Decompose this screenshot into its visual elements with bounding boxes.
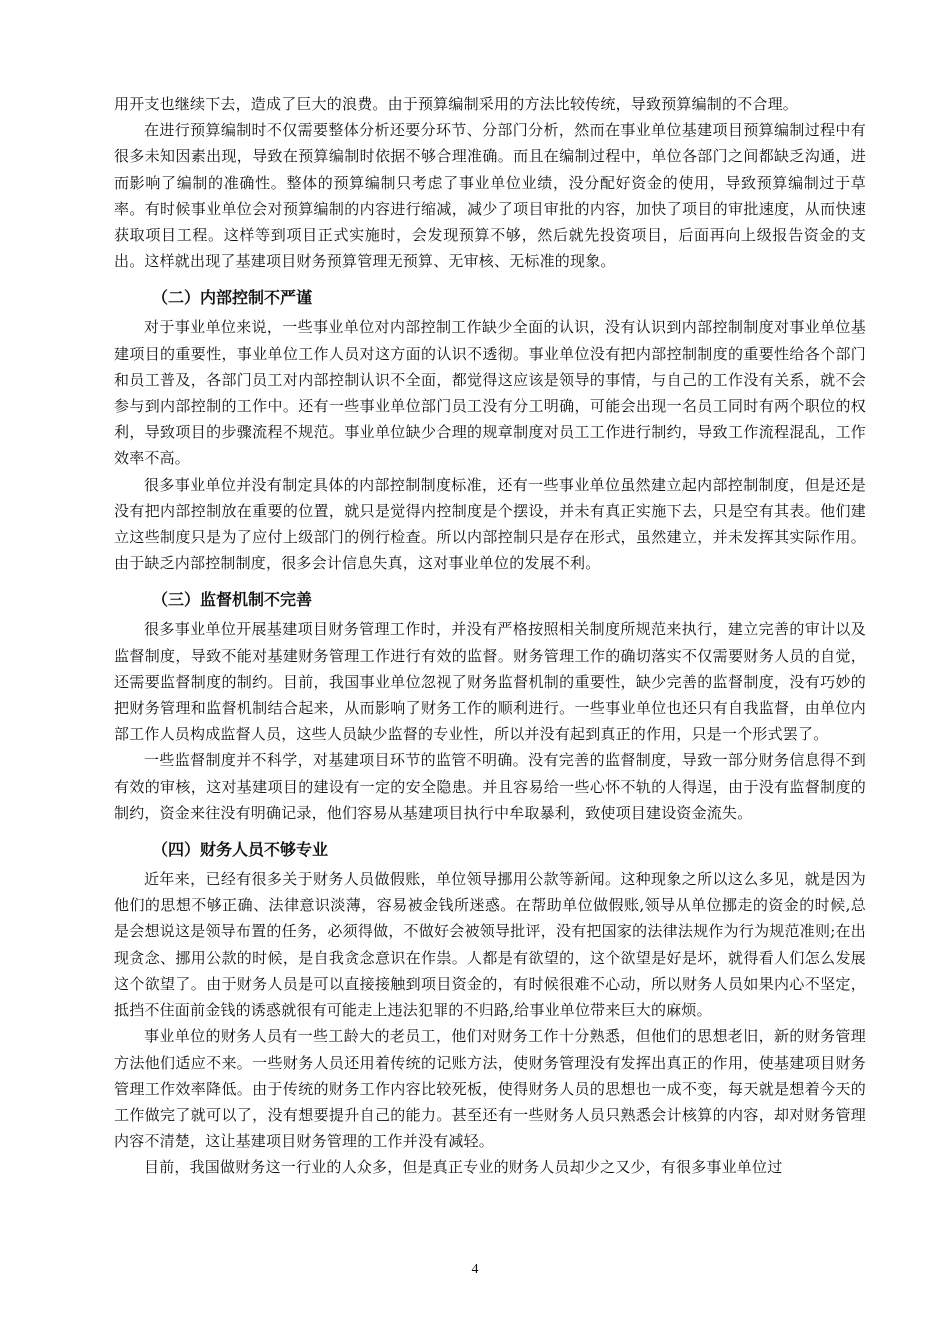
body-paragraph: 在进行预算编制时不仅需要整体分析还要分环节、分部门分析，然而在事业单位基建项目预算编制过程中有很多未知因素出现，导致在预算编制时依据不够合理准确。而且在编制过程中，单位各部门之间都缺乏沟通，进而影响了编制的准确性。整体的预算编制只考虑了事业单位业绩，没分配好资金的使用，导致预算编制过于草率。有时候事业单位会对预算编制的内容进行缩减，减少了项目审批的内容，加快了项目的审批速度，从而快速获取项目工程。这样等到项目正式实施时，会发现预算不够，然后就先投资项目，后面再向上级报告资金的支出。这样就出现了基建项目财务预算管理无预算、无审核、无标准的现象。 [114,121,866,271]
body-paragraph: 很多事业单位并没有制定具体的内部控制制度标准，还有一些事业单位虽然建立起内部控制制度，但是还是没有把内部控制放在重要的位置，就只是觉得内控制度是个摆设，并未有真正实施下去，只是空有其表。他们建立这些制度只是为了应付上级部门的例行检查。所以内部控制只是存在形式，虽然建立，并未发挥其实际作用。由于缺乏内部控制制度，很多会计信息失真，这对事业单位的发展不利。 [114,475,866,573]
body-paragraph: 很多事业单位开展基建项目财务管理工作时，并没有严格按照相关制度所规范来执行，建立完善的审计以及监督制度，导致不能对基建财务管理工作进行有效的监督。财务管理工作的确切落实不仅需要财务人员的自觉，还需要监督制度的制约。目前，我国事业单位忽视了财务监督机制的重要性，缺少完善的监督制度，没有巧妙的把财务管理和监督机制结合起来，从而影响了财务工作的顺利进行。一些事业单位也还只有自我监督，由单位内部工作人员构成监督人员，这些人员缺少监督的专业性，所以并没有起到真正的作用，只是一个形式罢了。 [114,620,866,744]
section-heading: （二）内部控制不严谨 [152,288,313,308]
section-heading: （三）监督机制不完善 [152,590,313,610]
body-paragraph: 用开支也继续下去，造成了巨大的浪费。由于预算编制采用的方法比较传统，导致预算编制的不合理。 [114,95,799,113]
body-paragraph: 近年来，已经有很多关于财务人员做假账，单位领导挪用公款等新闻。这种现象之所以这么多见，就是因为他们的思想不够正确、法律意识淡薄，容易被金钱所迷惑。在帮助单位做假账,领导从单位挪走的资金的时候,总是会想说这是领导布置的任务，必须得做，不做好会被领导批评，没有把国家的法律法规作为行为规范准则;在出现贪念、挪用公款的时候，是自我贪念意识在作祟。人都是有欲望的，这个欲望是好是坏，就得看人们怎么发展这个欲望了。由于财务人员是可以直接接触到项目资金的，有时候很难不心动，所以财务人员如果内心不坚定，抵挡不住面前金钱的诱惑就很有可能走上违法犯罪的不归路,给事业单位带来巨大的麻烦。 [114,870,866,1020]
section-heading: （四）财务人员不够专业 [152,840,329,860]
body-paragraph: 一些监督制度并不科学，对基建项目环节的监管不明确。没有完善的监督制度，导致一部分财务信息得不到有效的审核，这对基建项目的建设有一定的安全隐患。并且容易给一些心怀不轨的人得逞，由于没有监督制度的制约，资金来往没有明确记录，他们容易从基建项目执行中牟取暴利，致使项目建设资金流失。 [114,751,866,822]
body-paragraph: 事业单位的财务人员有一些工龄大的老员工，他们对财务工作十分熟悉，但他们的思想老旧，新的财务管理方法他们适应不来。一些财务人员还用着传统的记账方法，使财务管理没有发挥出真正的作用，使基建项目财务管理工作效率降低。由于传统的财务工作内容比较死板，使得财务人员的思想也一成不变，每天就是想着今天的工作做完了就可以了，没有想要提升自己的能力。甚至还有一些财务人员只熟悉会计核算的内容，却对财务管理内容不清楚，这让基建项目财务管理的工作并没有减轻。 [114,1027,866,1151]
document-page [114,91,866,1181]
body-paragraph: 对于事业单位来说，一些事业单位对内部控制工作缺少全面的认识，没有认识到内部控制制度对事业单位基建项目的重要性，事业单位工作人员对这方面的认识不透彻。事业单位没有把内部控制制度的重要性给各个部门和员工普及，各部门员工对内部控制认识不全面，都觉得这应该是领导的事情，与自己的工作没有关系，就不会参与到内部控制的工作中。还有一些事业单位部门员工没有分工明确，可能会出现一名员工同时有两个职位的权利，导致项目的步骤流程不规范。事业单位缺少合理的规章制度对员工工作进行制约，导致工作流程混乱，工作效率不高。 [114,318,866,468]
body-paragraph: 目前，我国做财务这一行业的人众多，但是真正专业的财务人员却少之又少，有很多事业单位过 [144,1158,783,1177]
page-number: 4 [471,1262,479,1277]
